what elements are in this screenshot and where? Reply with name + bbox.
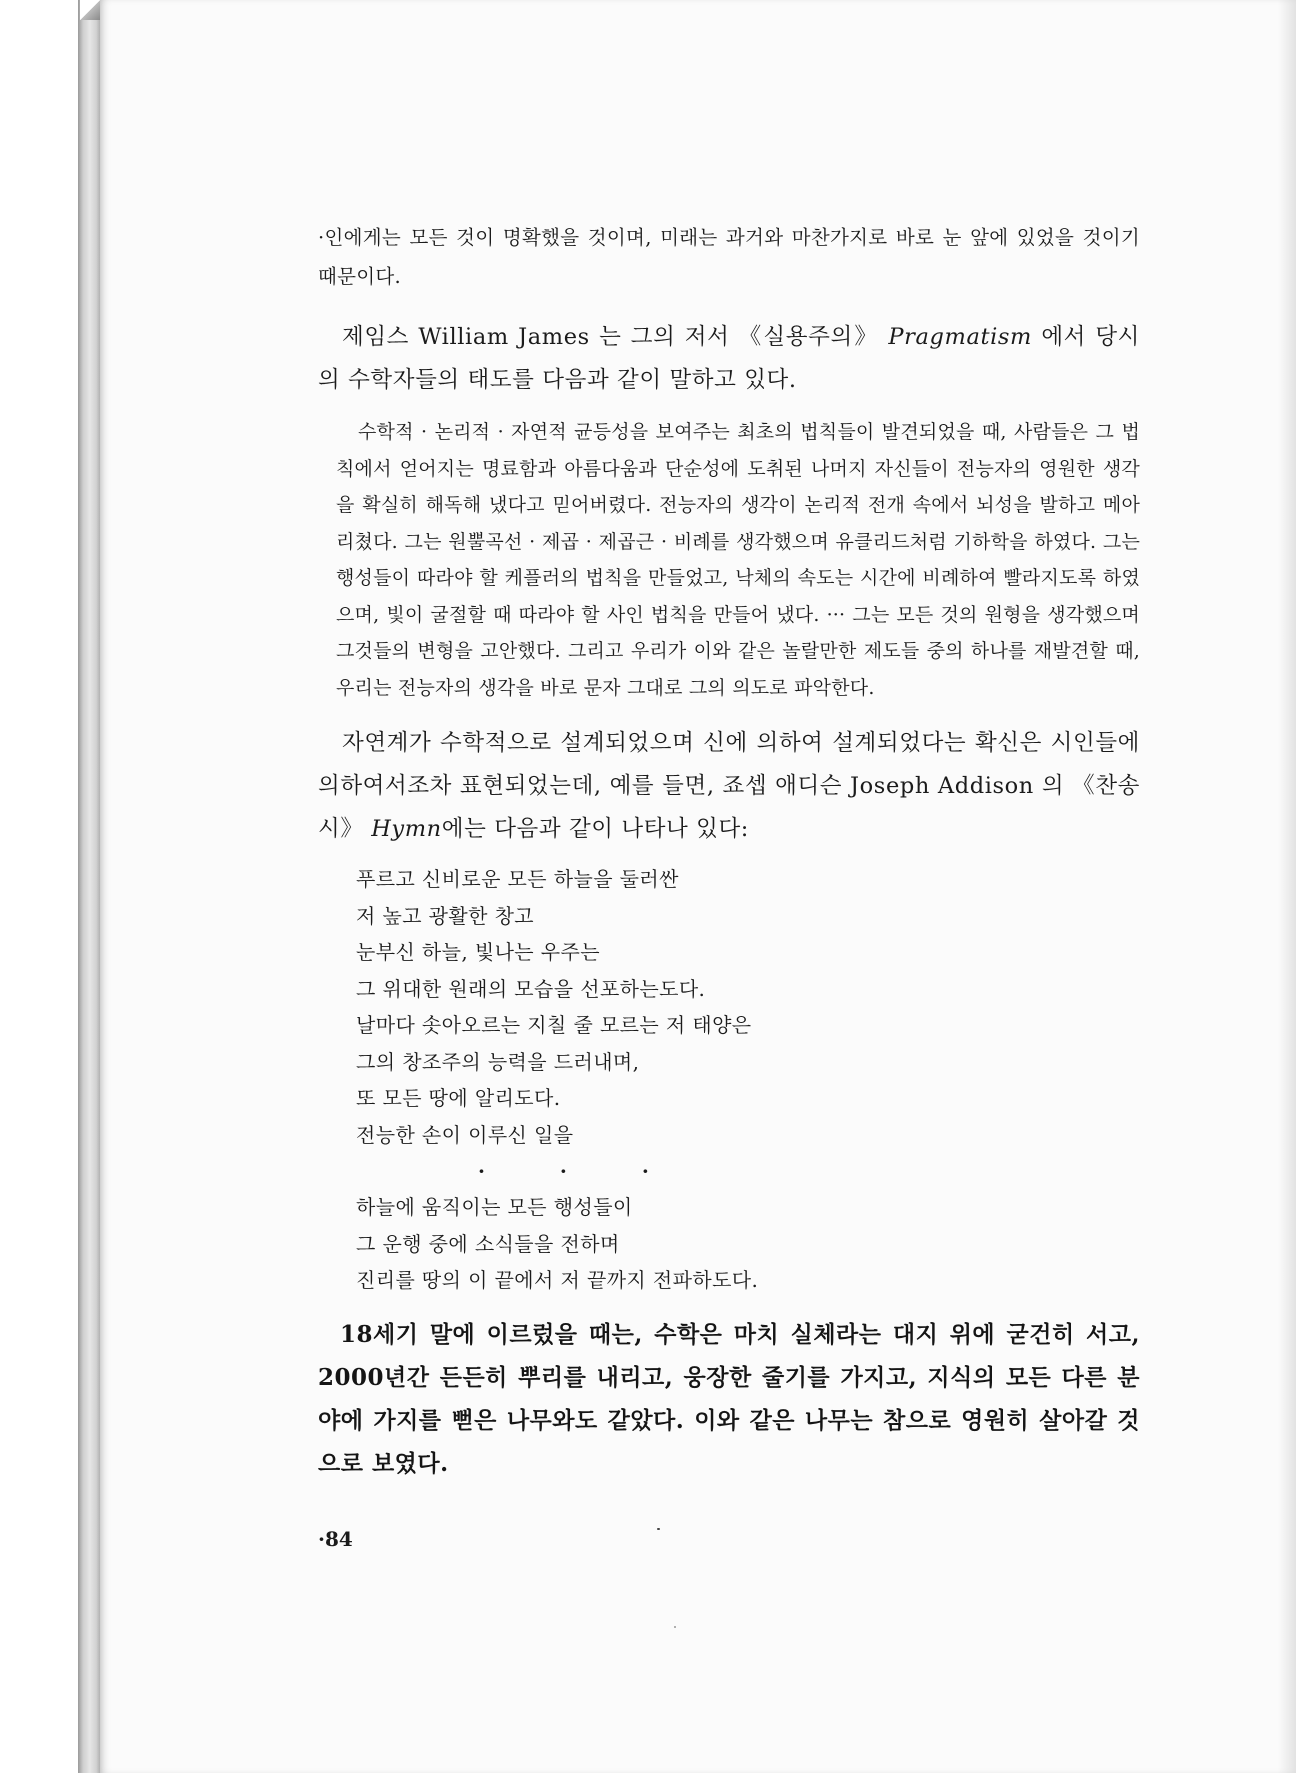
poem-hymn [356,861,1140,1299]
poem-line: 진리를 땅의 이 끝에서 저 끝까지 전파하도다. [356,1268,759,1292]
paragraph-18th-century: 18세기 말에 이르렀을 때는, 수학은 마치 실체라는 대지 위에 굳건히 서고, 2000년간 든든히 뿌리를 내리고, 웅장한 줄기를 가지고, 지식의 모든 다른 분야에 가지를 뻗은 나무와도 같았다. 이와 같은 나무는 참으로 영원히 살아갈 것으로 보였다. [318,1320,1140,1477]
paragraph-addison-text-a: 자연계가 수학적으로 설계되었으며 신에 의하여 설계되었다는 확신은 시인들에 의하여서조차 표현되었는데, 예를 들면, 죠셉 애디슨 Joseph Addison 의 《찬송시》 [318,730,1140,842]
paragraph-addison-intro [318,722,1140,851]
paragraph-addison-text-b: 에는 다음과 같이 나타나 있다: [441,816,749,842]
print-speck [657,1528,660,1530]
page-shade [1278,0,1296,1773]
hymn-title: Hymn [371,816,442,842]
poem-line: 하늘에 움직이는 모든 행성들이 [356,1195,633,1219]
poem-line: 또 모든 땅에 알리도다. [356,1086,561,1110]
print-speck [674,1626,676,1628]
paragraph-james-intro [318,316,1140,402]
poem-line: 그 위대한 원래의 모습을 선포하는도다. [356,976,706,1001]
book-corner [80,0,100,20]
poem-line: 그 운행 중에 소식들을 전하며 [356,1231,620,1256]
poem-line: 푸르고 신비로운 모든 하늘을 둘러싼 [356,867,679,891]
pragmatism-title: Pragmatism [888,324,1032,350]
paragraph-continuation: ·인에게는 모든 것이 명확했을 것이며, 미래는 과거와 마찬가지로 바로 눈 앞에 있었을 것이기 때문이다. [318,226,1140,288]
page-body [318,218,1140,1485]
page-number: ·84 [318,1527,353,1551]
poem-line: 눈부신 하늘, 빛나는 우주는 [356,940,600,964]
paragraph-james-text-a: 제임스 William James 는 그의 저서 《실용주의》 [342,324,880,350]
paragraph-james-text-b: 에서 당시의 수학자들의 태도를 다음과 같이 말하고 있다. [318,324,1140,393]
poem-line: 날마다 솟아오르는 지칠 줄 모르는 저 태양은 [356,1013,752,1037]
block-quote-james: 수학적 · 논리적 · 자연적 균등성을 보여주는 최초의 법칙들이 발견되었을 때, 사람들은 그 법칙에서 얻어지는 명료함과 아름다움과 단순성에 도취된 나머지 자신들이 전능자의 영원한 생각을 확실히 해독해 냈다고 믿어버렸다. 전능자의 생각이 논리적 전개 속에서 뇌성을 발하고 메아리쳤다. 그는 원뿔곡선 · 제곱 · 제곱근 · 비례를 생각했으며 유클리드처럼 기하학을 하였다. 그는 행성들이 따라야 할 케플러의 법칙을 만들었고, 낙체의 속도는 시간에 비례하여 빨라지도록 하였으며, 빛이 굴절할 때 따라야 할 사인 법칙을 만들어 냈다. ··· 그는 모든 것의 원형을 생각했으며 그것들의 변형을 고안했다. 그리고 우리가 이와 같은 놀랄만한 제도들 중의 하나를 재발견할 때, 우리는 전능자의 생각을 바로 문자 그대로 그의 의도로 파악한다. [336,421,1140,699]
poem-line: 전능한 손이 이루신 일을 [356,1122,574,1147]
poem-line: 그의 창조주의 능력을 드러내며, [356,1049,640,1074]
poem-line: 저 높고 광활한 창고 [356,903,535,928]
poem-ellipsis: · · · [478,1159,683,1183]
